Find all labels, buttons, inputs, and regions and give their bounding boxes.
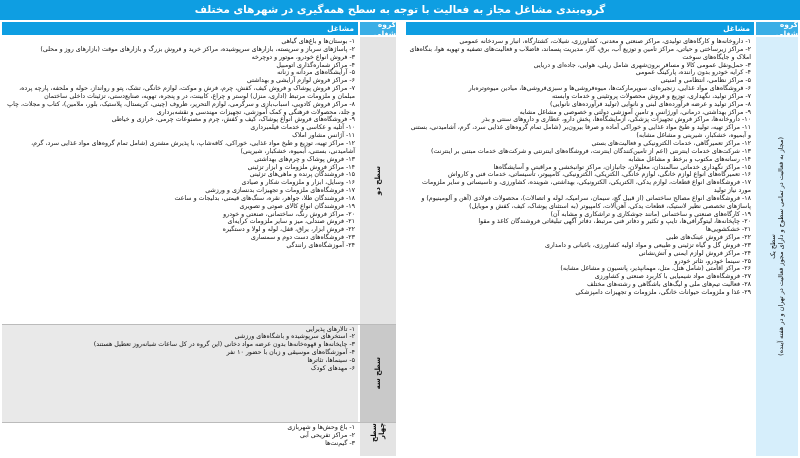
list-item: ۱۳- فروش پوشاک و چرم‌های بهداشتی [254, 155, 355, 163]
list-item: ۲۳- فروشگاه‌های دست دوم و سمساری [250, 234, 355, 242]
jobs-header: مشاغل [406, 22, 754, 35]
list-item: ۳- چایخانه‌ها و قهوه‌خانه‌ها بدون عرضه مواد دخانی (این گروه در کل ساعات شبانه‌روز تعطیل هستند) [93, 341, 355, 349]
list-item: ۱۸- فروشندگان طلا، جواهر، نقره، سنگ‌های قیمتی، بدلیجات و ساعت [174, 194, 355, 202]
list-item: ۳- حمل‌ونقل عمومی کالا و مسافر برون‌شهری شامل ریلی، هوایی، جاده‌ای و دریایی [533, 61, 751, 69]
list-item: ۴- آموزشگاه‌های موسیقی و زبان با حضور ۱۰ نفر [226, 349, 355, 357]
list-item: ۱- بوستان‌ها و باغ‌های گیاهی [281, 38, 355, 45]
list-item: ۲- مراکز زیرساختی و حیاتی، مراکز تامین و توزیع آب، برق، گاز، مدیریت پسماند، فاضلاب و فعالیت‌های تصفیه و تهویه هوا، بنگاه‌های املاک و جایگاه‌های سوخت [409, 45, 751, 61]
list-item: ۱- باغ وحش‌ها و شهربازی [287, 424, 355, 431]
list-item: ۲۱- خشکشویی‌ها [705, 226, 751, 234]
list-item: ۶- مهدهای کودک [310, 364, 355, 372]
list-item: ۵- سینماها، تئاترها [307, 356, 355, 364]
list-item: ۷- مراکز تولید، نگهداری، توزیع و فروش محصولات پروتئینی و خدمات وابسته [551, 92, 751, 100]
list-item: ۱۴- مراکز فروش ملزومات و ابزار تزئینی [247, 163, 355, 171]
list-item: ۲۹- غذا و ملزومات حیوانات خانگی، ملزومات و تجهیزات دامپزشکی [575, 289, 751, 296]
group-label: سطح دو [374, 165, 382, 195]
list-item: ۲- پاساژهای سرباز و سرپسته، بازارهای سرپوشیده، مراکز خرید و فروش بزرگ و بازارهای موقت (بازارهای روز و محلی) [40, 45, 355, 53]
list-item: ۲۰- مراکز فروش رنگ، ساختمانی، صنعتی و خودرو [223, 210, 355, 218]
list-item: ۱۵- مراکز نگهداری خدماتی سالمندان، معلولان، جانبازان، مراکز توانبخشی و مراقبتی و آسایشگاه‌ها [493, 163, 751, 171]
level-two-group [2, 37, 396, 324]
group-label: سطح سه [374, 357, 382, 390]
list-item: ۲۲- مراکز فروش عینک‌های طبی [666, 234, 751, 242]
list-item: ۱۴- رسانه‌های مکتوب و برخط و مشاغل مشابه [628, 155, 751, 163]
group-label: سطح چهار [370, 423, 386, 442]
level-one-section [406, 19, 798, 458]
level-three-group [2, 324, 396, 423]
list-item: ۱- دارو‌خانه‌ها و کارگاه‌های تولیدی، مراکز صنعتی و معدنی، کشاورزی، شیلات، کشتارگاه، انبار و سردخانه عمومی [459, 38, 751, 45]
list-item: ۲۰- چاپخانه‌ها، لیتوگرافی‌ها، تایپ و تکثیر و دفاتر فنی مرتبط، دفاتر آگهی تبلیغاتی فروشندگان کاغذ و مقوا [478, 218, 751, 226]
list-item: ۲۸- فعالیت تیم‌های ملی و لیگ‌های باشگاهی و رشته‌های مختلف [586, 281, 751, 289]
list-item: ۹- مراکز بهداشتی، درمانی، اورژانس و تامین آموزشی دولتی و خصوصی و مشاغل مشابه [519, 108, 751, 116]
page-title: گروه‌بندی مشاغل مجاز به فعالیت با توجه به سطح همه‌گیری در شهرهای مختلف [0, 0, 800, 20]
jobs-list [2, 325, 358, 423]
group-label: سطح یک [769, 234, 777, 259]
jobs-list [406, 37, 754, 456]
list-item: ۵- آرایشگاه‌های مردانه و زنانه [277, 69, 355, 77]
table-header [2, 19, 396, 38]
list-item: ۱۸- فروشگاه‌های انواع مصالح ساختمانی (از قبیل گچ، سیمان، سرامیک، لوله و اتصالات)، محصولات فولادی (آهن و آلومینیوم) و پاساژهای تخصصی نظیر لاستیک، قطعات یدکی، آهن‌آلات، کامپیوتر (به استثنای پوشاک، کیف، کفش و موبایل) [421, 194, 751, 210]
jobs-header: مشاغل [2, 22, 358, 35]
list-item: ۱۲- مراکز تهیه، توزیع و طبخ مواد غذایی، خوراکی، کافه‌شاپ، با پذیرش مشتری (شامل تمام گروه‌های مواد غذایی سرد، گرم، آشامیدنی، بستنی، آبمیوه، خشکبار، شیرینی) [31, 139, 355, 155]
levels-two-to-four-section [2, 19, 396, 458]
list-item: ۱۷- فروشگاه‌های انواع قطعات، لوازم یدکی، الکتریکی، الکترونیکی، بهداشتی، شوینده، کشاورزی، و تاسیساتی و سایر ملزومات مورد نیاز تولید [422, 179, 751, 195]
level-four-group [2, 422, 396, 456]
list-item: ۱۲- مراکز تعمیرگاهی، خدمات الکترونیکی و فعالیت‌های بستی [591, 139, 751, 147]
list-item: ۳- گیم‌نت‌ها [325, 439, 355, 447]
list-item: ۱۷- فروشگاه‌های ملزومات و تجهیزات بدنسازی و ورزشی [205, 187, 355, 195]
group-note: (مجاز به فعالیت در تمامی سطوح و دارای مجوز فعالیت در تهران و در هفته آینده) [777, 137, 785, 356]
list-item: ۸- مراکز تولید و عرضه فرآورده‌های لبنی و نانوایی (تولید فرآورده‌های نانوایی) [550, 100, 751, 108]
list-item: ۱۱- آژانس مشاور املاک [292, 132, 355, 140]
list-item: ۱- تالارهای پذیرایی [305, 325, 355, 333]
list-item: ۲۴- آموزشگاه‌های رانندگی [286, 241, 355, 249]
list-item: ۲۱- فروش صندلی، میز و سایر ملزومات کرایه‌ای [227, 218, 355, 226]
list-item: ۱۱- مراکز تهیه، تولید و طبخ مواد غذایی و خوراکی آماده و صرفا بیرون‌بر (شامل تمام گروه‌های غذایی سرد، گرم، آشامیدنی، بستنی و آبمیوه، خشکبار، شیرینی و مشاغل مشابه) [410, 124, 751, 140]
list-item: ۲۶- مراکز اقامتی (شامل هتل، متل، مهمانپذیر، پانسیون و مشاغل مشابه) [560, 265, 751, 273]
list-item: ۱۰- داروخانه‌ها، مراکز فروش تجهیزات پزشکی، آزمایشگاه‌ها، پخش دارو، عطاری و داروهای سنتی و بذر [481, 116, 751, 124]
table-header [406, 19, 798, 38]
list-item: ۱۹- فروشندگان انواع کالای صوتی و تصویری [239, 202, 355, 210]
list-item: ۴- کرایه خودرو بدون راننده، پارکینگ عمومی [635, 69, 751, 77]
list-item: ۵- مراکز نظامی، انتظامی و امنیتی [660, 77, 751, 85]
list-item: ۸- مراکز فروش کادویی، اسباب‌بازی و سرگرمی، لوازم التحریر، ظروف (چینی، کریستال، پلاستیک، بلور، ملامین)، کتاب و مجلات، چاپ و جلد، محصولات فرهنگی و کمک آموزشی، تجهیزات مهندسی و نقشه‌برداری [7, 100, 355, 116]
group-header: گروه شغلی [360, 22, 396, 35]
list-item: ۱۶- وسایل، ابزار و ملزومات شکار و صیادی [241, 179, 355, 187]
jobs-list [2, 423, 358, 456]
list-item: ۲۷- فروشگاه‌های مواد شیمیایی با کاربرد صنعتی و کشاورزی [594, 273, 751, 281]
list-item: ۷- مراکز فروش پوشاک و فروش کیف، کفش، چرم، فرش و موکت، لوازم خانگی، تشک، پتو و روانداز، حوله و ملحفه، پارچه پرده، مبلمان و ملزومات مرتبط (اداری، منزل) لوستر و چراغ، کابینت، در و پنجره، تهویه، صنایع‌دستی، تزئینات داخلی ساختمان [19, 85, 355, 100]
list-item: ۲- مراکز تفریحی آبی [300, 431, 355, 439]
list-item: ۱۵- فروشندگان پرنده و ماهی‌های تزئینی [249, 171, 355, 179]
list-item: ۱۰- آتلیه و عکاسی و خدمات فیلمبرداری [250, 124, 355, 132]
list-item: ۱۹- کارگاه‌های صنعتی و ساختمانی (مانند جوشکاری و تراشکاری و مشابه آن) [550, 210, 751, 218]
list-item: ۹- فروشگاه‌های فروش انواع پوشاک، کیف و کفش، چرم و مصنوعات چرمی، خرازی و خیاطی [111, 116, 355, 124]
list-item: ۲۲- فروش ابزار، یراق، قفل، لوله و لولا و دستگیره [222, 226, 355, 234]
list-item: ۲۳- فروش گل و گیاه تزئینی و طبیعی و مواد اولیه کشاورزی، باغبانی و دامداری [545, 241, 751, 249]
group-header: گروه شغلی [756, 22, 798, 35]
list-item: ۴- مراکز شماره‌گذاری اتومبیل [276, 61, 355, 69]
list-item: ۲- استخرهای سرپوشیده و باشگاه‌های ورزشی [234, 333, 355, 341]
list-item: ۶- مراکز فروش لوازم آرایشی و بهداشتی [246, 77, 355, 85]
list-item: ۳- فروش انواع خودرو، موتور و دوچرخه [251, 53, 355, 61]
group-cell-level-one [756, 37, 798, 456]
jobs-list [2, 37, 358, 324]
list-item: ۲۵- سینما خودرو، تئاتر خودرو [674, 257, 751, 265]
list-item: ۶- فروشگاه‌های مواد غذایی، زنجیره‌ای، سوپرمارکت‌ها، میوه‌فروشی‌ها و سبزی‌فروشی‌ها، میادین میوه‌وتره‌بار [468, 85, 751, 93]
list-item: ۱۳- شرکت‌های خدمات اینترنتی (اعم از تامین‌کنندگان اینترنت، فروشگاه‌های اینترنتی و شرکت‌های خدمات مبتنی بر اینترنت) [431, 147, 751, 155]
list-item: ۱۶- تعمیرگاه‌های انواع لوازم خانگی، لوازم خانگی، الکتریکی، الکترونیکی، کامپیوتر، تأسیساتی، خدمات فنی و کارواش [448, 171, 751, 179]
list-item: ۲۴- مراکز فروش لوازم ایمنی و آتش‌نشانی [638, 249, 751, 257]
